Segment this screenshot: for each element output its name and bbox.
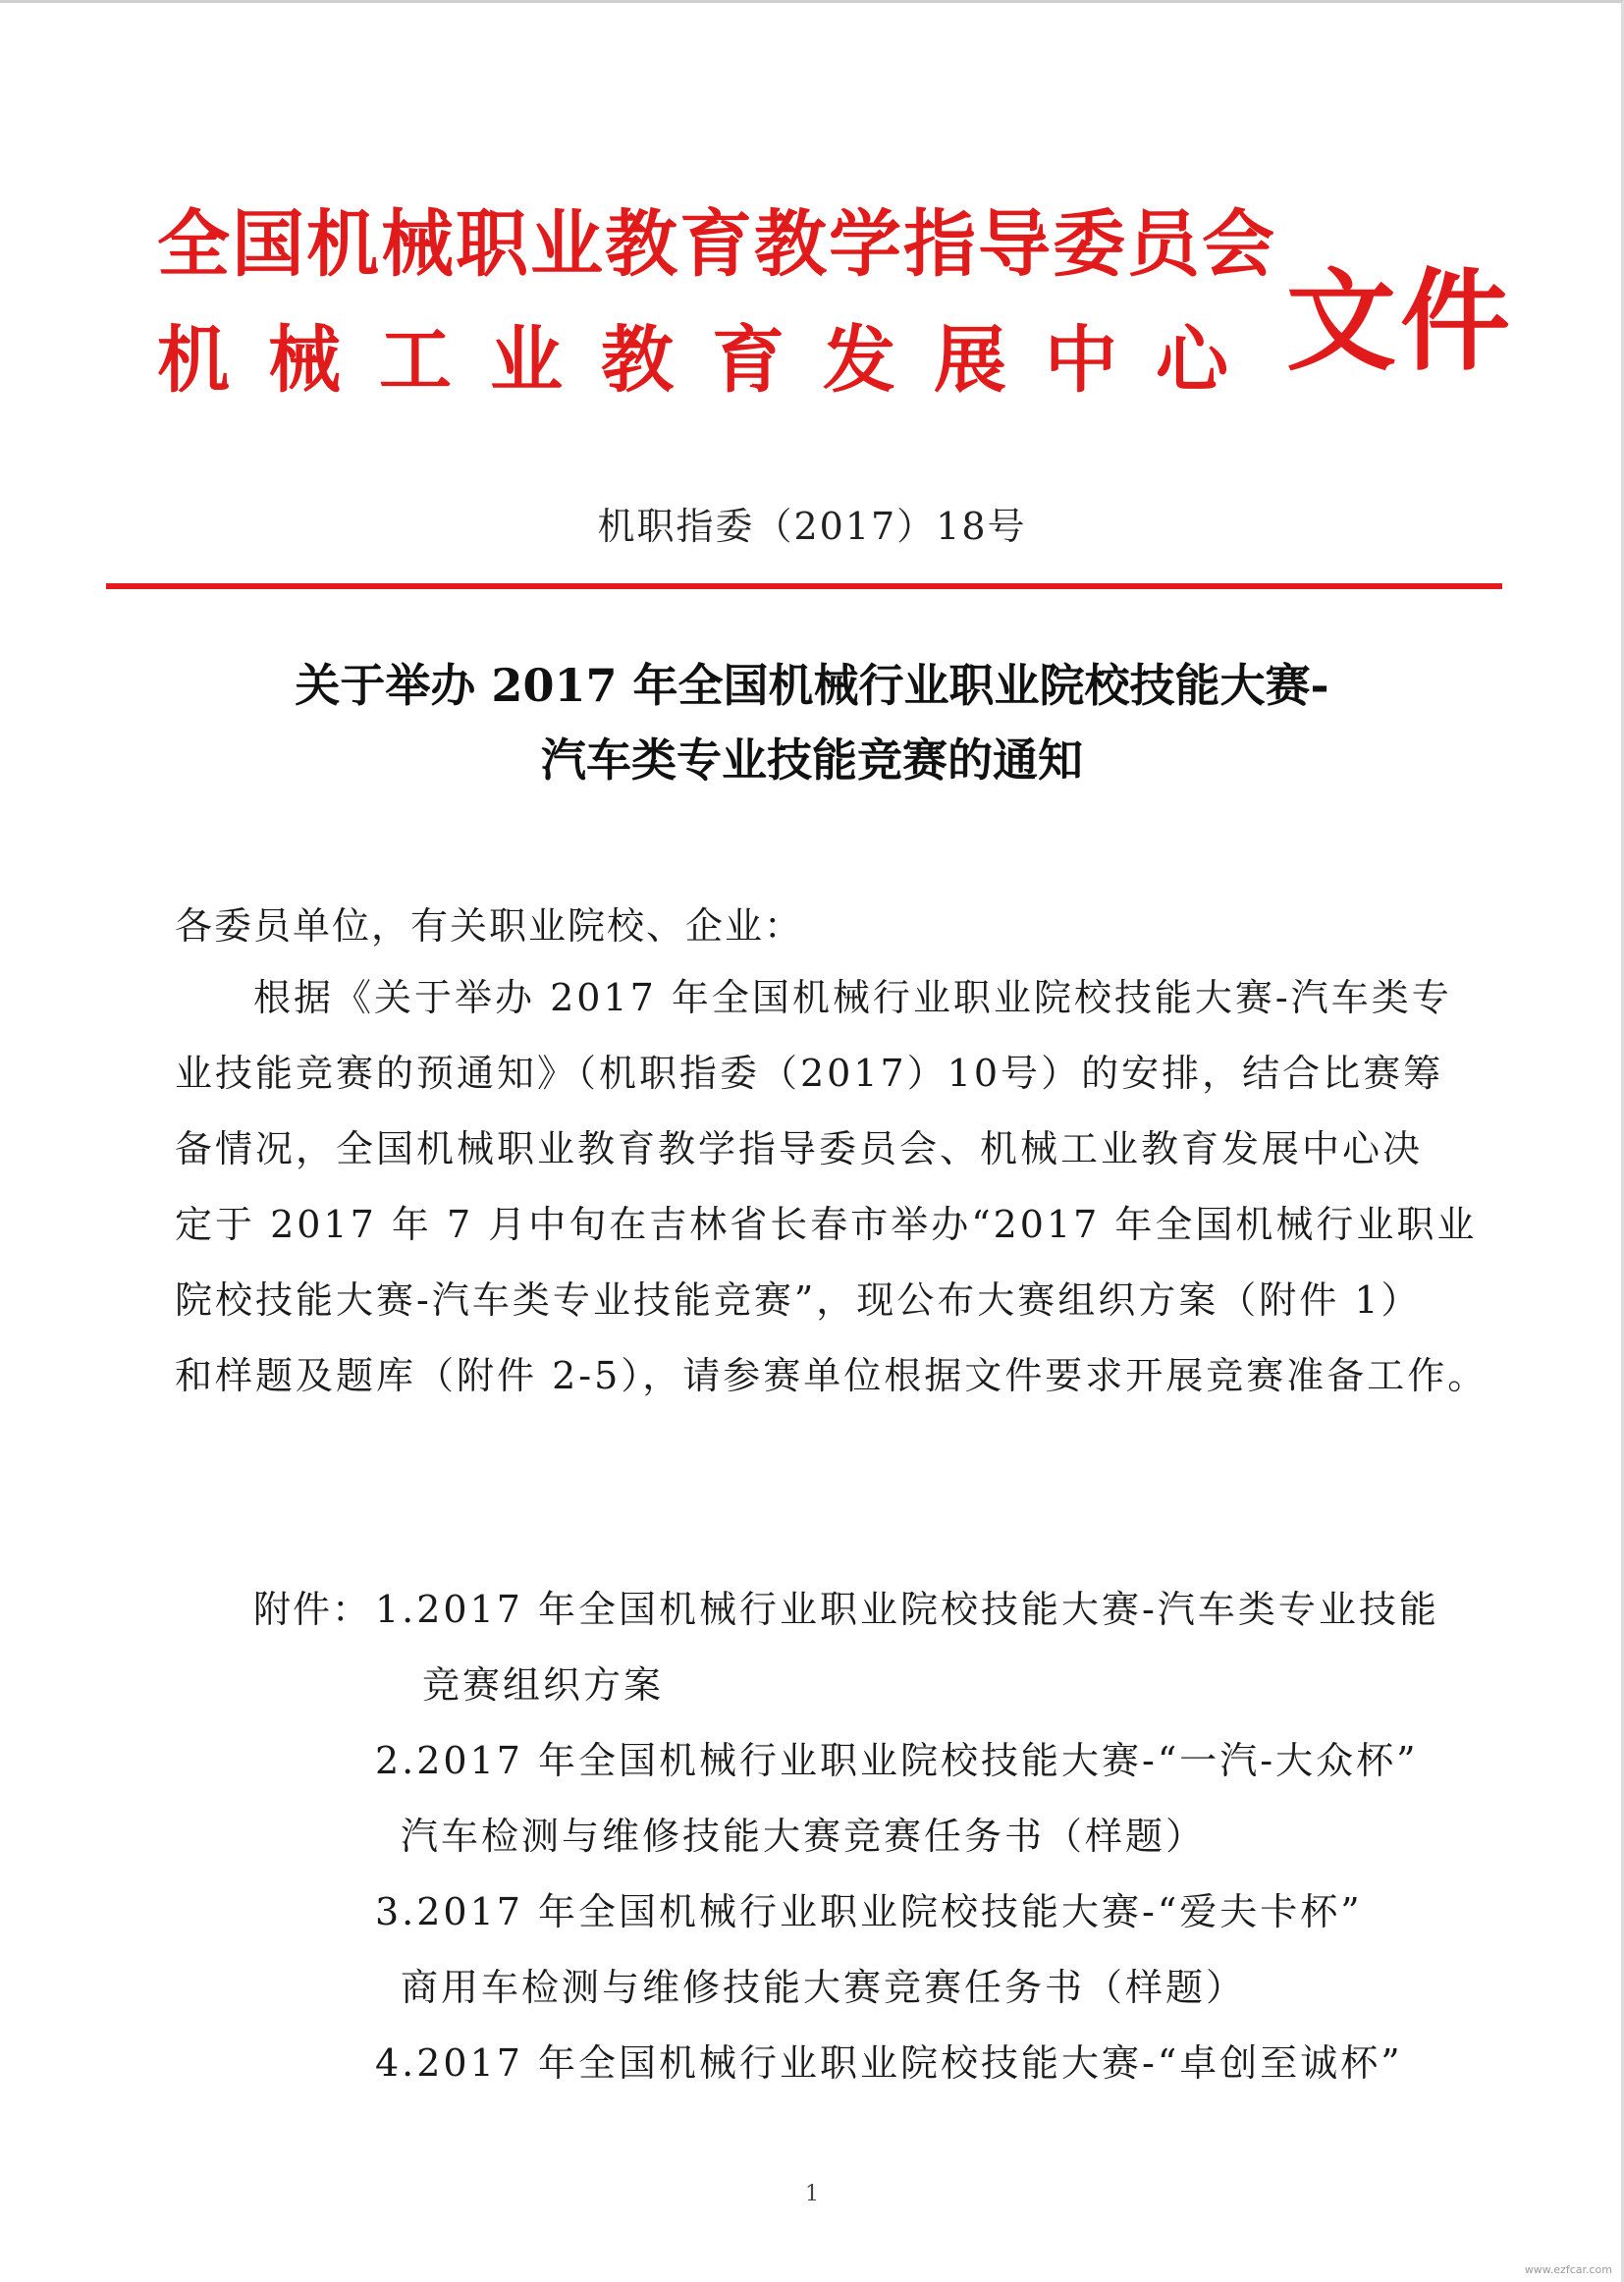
body-line: 和样题及题库（附件 2-5），请参赛单位根据文件要求开展竞赛准备工作。 xyxy=(175,1354,1489,1397)
attachment-item-continued: 汽车检测与维修技能大赛竞赛任务书（样题） xyxy=(401,1815,1207,1858)
attachment-item: 1.2017 年全国机械行业职业院校技能大赛-汽车类专业技能 xyxy=(375,1588,1439,1631)
salutation: 各委员单位，有关职业院校、企业： xyxy=(175,904,804,948)
attachment-item: 4.2017 年全国机械行业职业院校技能大赛-“卓创至诚杯” xyxy=(375,2041,1403,2085)
title-line-1: 关于举办 2017 年全国机械行业职业院校技能大赛- xyxy=(295,659,1329,712)
document-title xyxy=(0,648,1624,797)
attachment-item: 2.2017 年全国机械行业职业院校技能大赛-“一汽-大众杯” xyxy=(375,1739,1419,1782)
body-line: 根据《关于举办 2017 年全国机械行业职业院校技能大赛-汽车类专 xyxy=(253,976,1452,1019)
attachment-item-continued: 竞赛组织方案 xyxy=(422,1663,665,1707)
watermark: www.ezfcar.com xyxy=(1524,2263,1612,2276)
attachments-label: 附件： xyxy=(253,1588,372,1631)
page-number: 1 xyxy=(805,2182,819,2206)
document-number: 机职指委（2017）18号 xyxy=(597,505,1027,548)
issuer-line-2: 机械工业教育发展中心 xyxy=(157,318,1267,403)
body-line: 业技能竞赛的预通知》（机职指委（2017）10号）的安排，结合比赛筹 xyxy=(175,1052,1444,1095)
document-type-label: 文件 xyxy=(1286,258,1514,386)
body-line: 定于 2017 年 7 月中旬在吉林省长春市举办“2017 年全国机械行业职业 xyxy=(175,1203,1478,1246)
body-line: 备情况，全国机械职业教育教学指导委员会、机械工业教育发展中心决 xyxy=(175,1127,1424,1170)
attachment-item: 3.2017 年全国机械行业职业院校技能大赛-“爱夫卡杯” xyxy=(375,1890,1363,1933)
attachment-item-continued: 商用车检测与维修技能大赛竞赛任务书（样题） xyxy=(401,1966,1247,2009)
document-header xyxy=(157,187,1532,412)
red-divider-line xyxy=(106,583,1502,589)
title-line-2: 汽车类专业技能竞赛的通知 xyxy=(541,734,1083,787)
issuer-line-1: 全国机械职业教育教学指导委员会 xyxy=(157,202,1276,287)
body-line: 院校技能大赛-汽车类专业技能竞赛”，现公布大赛组织方案（附件 1） xyxy=(175,1278,1422,1322)
